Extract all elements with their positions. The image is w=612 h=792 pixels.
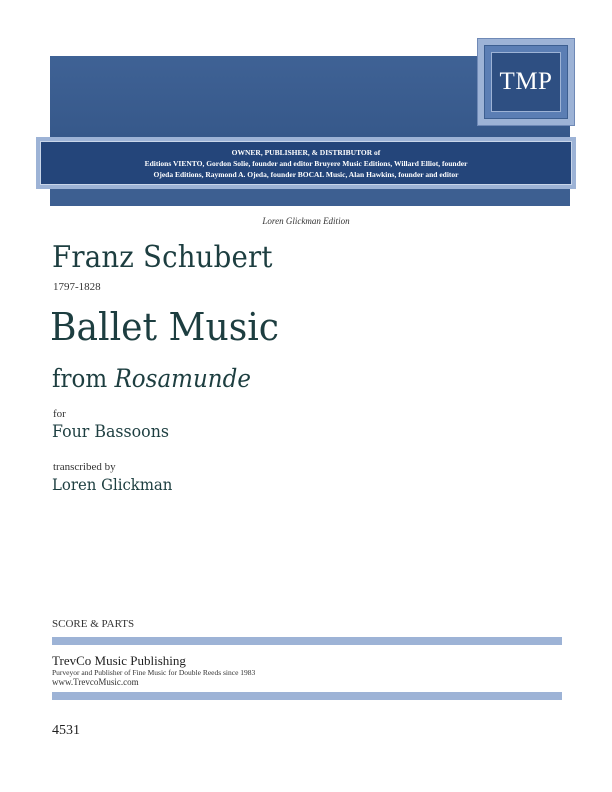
publisher-name: TrevCo Music Publishing xyxy=(52,653,186,668)
publisher-tagline: Purveyor and Publisher of Fine Music for Double Reeds since 1983 xyxy=(52,668,256,677)
subtitle-prefix: from xyxy=(52,364,115,393)
transcriber-name: Loren Glickman xyxy=(52,475,173,494)
tmp-logo xyxy=(477,38,575,126)
catalog-number: 4531 xyxy=(52,723,80,738)
edition-label: Loren Glickman Edition xyxy=(262,216,350,226)
publisher-website: www.TrevcoMusic.com xyxy=(52,677,139,687)
footer-rule-top xyxy=(52,637,562,645)
tmp-logo-text: TMP xyxy=(499,68,553,95)
tmp-logo-frame xyxy=(484,45,568,119)
tmp-logo-inner xyxy=(491,52,561,112)
publisher-info-box xyxy=(36,137,576,189)
composer-name: Franz Schubert xyxy=(52,240,273,275)
composer-dates: 1797-1828 xyxy=(53,281,101,293)
footer-rule-bottom xyxy=(52,692,562,700)
for-label: for xyxy=(53,408,66,420)
publisher-line-editions-2: Ojeda Editions, Raymond A. Ojeda, founder BOCAL Music, Alan Hawkins, founder and editor xyxy=(153,169,459,179)
work-title: Ballet Music xyxy=(50,305,279,349)
publisher-info-inner xyxy=(40,141,572,185)
publisher-line-editions-1: Editions VIENTO, Gordon Solie, founder and editor Bruyere Music Editions, Willard Elliot, founder xyxy=(144,158,468,168)
subtitle-work: Rosamunde xyxy=(114,364,251,393)
format-label: SCORE & PARTS xyxy=(52,618,135,630)
transcribed-by-label: transcribed by xyxy=(53,461,116,473)
work-subtitle xyxy=(52,364,251,393)
instrumentation: Four Bassoons xyxy=(52,422,170,442)
publisher-line-heading: OWNER, PUBLISHER, & DISTRIBUTOR of xyxy=(231,147,381,157)
